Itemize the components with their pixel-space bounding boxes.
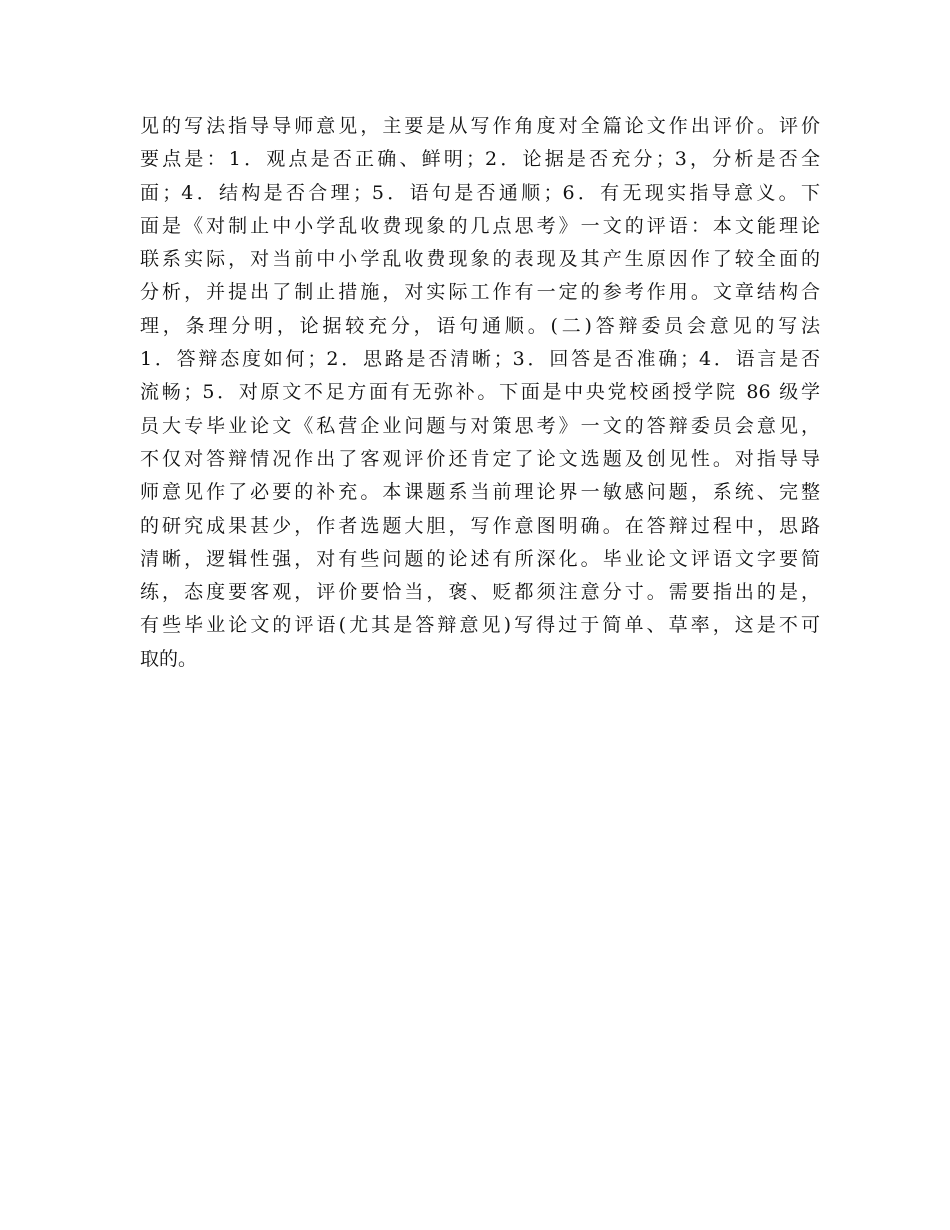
text-line: 分析，并提出了制止措施，对实际工作有一定的参考作用。文章结构合 <box>140 281 820 304</box>
text-line: 不仅对答辩情况作出了客观评价还肯定了论文选题及创见性。对指导导 <box>140 447 820 470</box>
text-line: 师意见作了必要的补充。本课题系当前理论界一敏感问题，系统、完整 <box>140 481 820 504</box>
text-line: 流畅；5．对原文不足方面有无弥补。下面是中央党校函授学院 86 级学 <box>140 381 820 404</box>
text-line: 理，条理分明，论据较充分，语句通顺。(二)答辩委员会意见的写法 <box>140 314 820 337</box>
text-line: 的研究成果甚少，作者选题大胆，写作意图明确。在答辩过程中，思路 <box>140 514 820 537</box>
text-line: 清晰，逻辑性强，对有些问题的论述有所深化。毕业论文评语文字要简 <box>140 547 820 570</box>
text-line: 联系实际，对当前中小学乱收费现象的表现及其产生原因作了较全面的 <box>140 248 820 271</box>
text-line: 见的写法指导导师意见，主要是从写作角度对全篇论文作出评价。评价 <box>140 115 820 137</box>
text-line: 有些毕业论文的评语(尤其是答辩意见)写得过于简单、草率，这是不可 <box>140 614 820 637</box>
text-line: 练，态度要客观，评价要恰当，褒、贬都须注意分寸。需要指出的是， <box>140 581 820 604</box>
text-line: 面；4．结构是否合理；5．语句是否通顺；6．有无现实指导意义。下 <box>140 181 820 204</box>
text-line: 要点是：1．观点是否正确、鲜明；2．论据是否充分；3，分析是否全 <box>140 148 820 171</box>
text-line: 1．答辩态度如何；2．思路是否清晰；3．回答是否准确；4．语言是否 <box>140 348 820 371</box>
text-line: 员大专毕业论文《私营企业问题与对策思考》一文的答辩委员会意见， <box>140 414 820 437</box>
body-text <box>140 110 820 676</box>
text-line: 取的。 <box>140 647 198 670</box>
text-line: 面是《对制止中小学乱收费现象的几点思考》一文的评语：本文能理论 <box>140 214 820 237</box>
